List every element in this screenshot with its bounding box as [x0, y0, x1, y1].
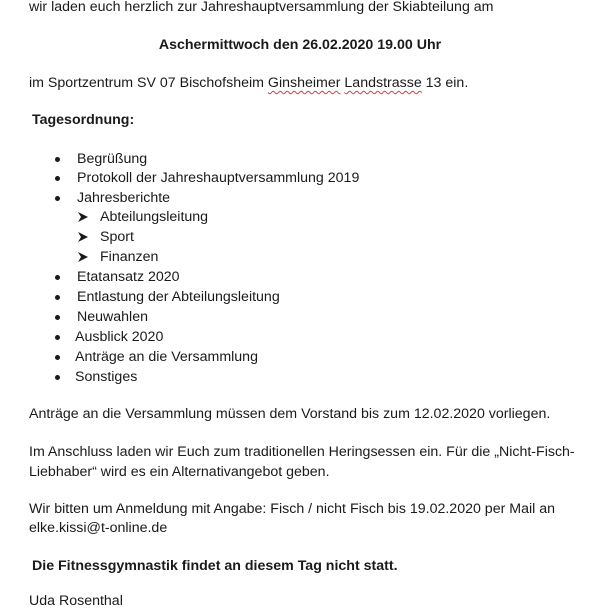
fitness-notice: Die Fitnessgymnastik findet an diesem Tag nicht statt. [32, 558, 398, 574]
agenda-item: Sonstiges [75, 369, 138, 385]
arrow-bullet-icon [76, 250, 90, 264]
intro-text: wir laden euch herzlich zur Jahreshauptversammlung der Skiabteilung am [29, 0, 494, 15]
location-suffix: 13 ein. [421, 75, 469, 91]
signature-partial: Uda Rosenthal [29, 593, 123, 609]
arrow-bullet-icon [76, 210, 90, 224]
herring-paragraph-line2: Liebhaber“ wird es ein Alternativangebot geben. [29, 464, 330, 480]
bullet-dot-icon [55, 196, 60, 201]
registration-email: elke.kissi@t-online.de [29, 520, 168, 536]
location-prefix: im Sportzentrum SV 07 Bischofsheim [29, 75, 268, 91]
location-word-ginsheimer: Ginsheimer [267, 75, 341, 91]
agenda-item: Anträge an die Versammlung [75, 349, 258, 365]
agenda-item: Etatansatz 2020 [77, 269, 180, 285]
bullet-dot-icon [55, 157, 60, 162]
location-text [29, 73, 468, 93]
bullet-dot-icon [55, 275, 60, 280]
date-heading: Aschermittwoch den 26.02.2020 19.00 Uhr [158, 37, 442, 53]
agenda-item: Neuwahlen [77, 309, 148, 325]
agenda-heading: Tagesordnung: [32, 112, 135, 128]
registration-paragraph-line1: Wir bitten um Anmeldung mit Angabe: Fisch / nicht Fisch bis 19.02.2020 per Mail an [29, 501, 555, 517]
bullet-dot-icon [55, 335, 60, 340]
agenda-item: Jahresberichte [77, 190, 171, 206]
agenda-subitem: Abteilungsleitung [100, 209, 209, 225]
herring-paragraph-line1: Im Anschluss laden wir Euch zum traditionellen Heringsessen ein. Für die „Nicht-Fisch- [29, 444, 575, 460]
agenda-item: Ausblick 2020 [75, 329, 164, 345]
bullet-dot-icon [55, 176, 60, 181]
bullet-dot-icon [55, 375, 60, 380]
bullet-dot-icon [55, 355, 60, 360]
agenda-subitem: Sport [100, 229, 134, 245]
arrow-bullet-icon [76, 230, 90, 244]
agenda-subitem: Finanzen [100, 249, 159, 265]
location-word-landstrasse: Landstrasse [344, 75, 422, 91]
motions-paragraph: Anträge an die Versammlung müssen dem Vorstand bis zum 12.02.2020 vorliegen. [29, 406, 551, 422]
bullet-dot-icon [55, 295, 60, 300]
agenda-item: Begrüßung [77, 151, 148, 167]
agenda-item: Protokoll der Jahreshauptversammlung 2019 [77, 170, 360, 186]
bullet-dot-icon [55, 315, 60, 320]
agenda-item: Entlastung der Abteilungsleitung [77, 289, 280, 305]
